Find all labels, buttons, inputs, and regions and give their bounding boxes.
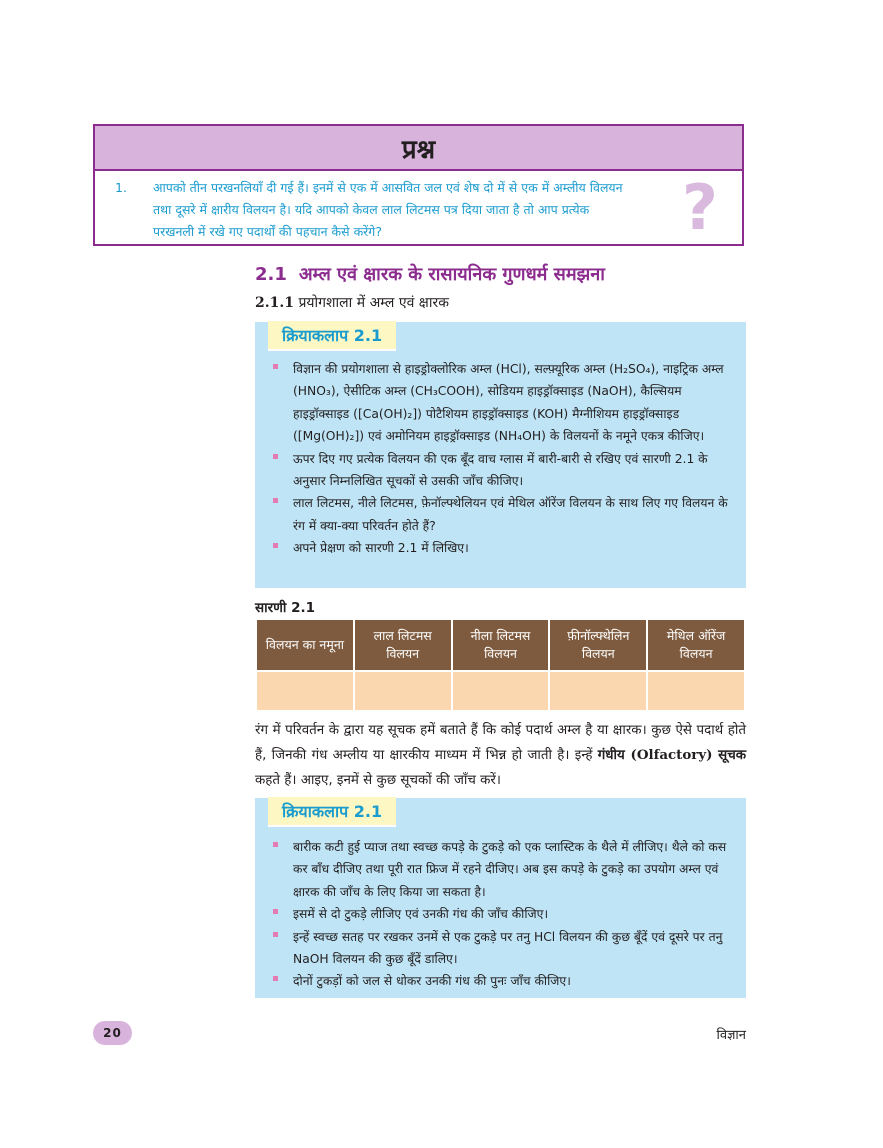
table-cell <box>549 671 647 711</box>
paragraph-text: रंग में परिवर्तन के द्वारा यह सूचक हमें बताते हैं कि कोई पदार्थ अम्ल है या क्षारक। कुछ ऐसे पदार्थ होते हैं, जिनकी गंध अम्लीय या क्षारकीय माध्यम में भिन्न हो जाती है। इन्हें <box>255 723 746 763</box>
table-header-cell: नीला लिटमस विलयन <box>452 619 550 671</box>
table-cell <box>256 671 354 711</box>
paragraph-bold-term: गंधीय (Olfactory) सूचक <box>597 747 747 763</box>
subsection-title: प्रयोगशाला में अम्ल एवं क्षारक <box>298 295 449 311</box>
activity-box-2 <box>255 798 746 998</box>
table-caption: सारणी 2.1 <box>255 600 316 616</box>
book-title: विज्ञान <box>716 1028 746 1043</box>
list-item: इसमें से दो टुकड़े लीजिए एवं उनकी गंध की जाँच कीजिए। <box>273 903 732 925</box>
list-item: लाल लिटमस, नीले लिटमस, फ़ेनॉल्फ्थेलियन एवं मेथिल ऑरेंज विलयन के साथ लिए गए विलयन के रंग में क्या-क्या परिवर्तन होते हैं? <box>273 492 732 537</box>
body-paragraph <box>255 718 746 793</box>
activity-box-1 <box>255 322 746 588</box>
page-number: 20 <box>93 1021 132 1045</box>
list-item: विज्ञान की प्रयोगशाला से हाइड्रोक्लोरिक अम्ल (HCl), सल्फ़्यूरिक अम्ल (H₂SO₄), नाइट्रिक अम्ल (HNO₃), ऐसीटिक अम्ल (CH₃COOH), सोडियम हाइड्रॉक्साइड (NaOH), कैल्सियम हाइड्रॉक्साइड ([Ca(OH)₂]) पोटैशियम हाइड्रॉक्साइड (KOH) मैग्नीशियम हाइड्रॉक्साइड ([Mg(OH)₂]) एवं अमोनियम हाइड्रॉक्साइड (NH₄OH) के विलयनों के नमूने एकत्र कीजिए। <box>273 358 732 448</box>
table-header-cell: मेथिल ऑरेंज विलयन <box>647 619 745 671</box>
list-item: बारीक कटी हुई प्याज तथा स्वच्छ कपड़े के टुकड़े को एक प्लास्टिक के थैले में लीजिए। थैले को कस कर बाँध दीजिए तथा पूरी रात फ्रिज में रहने दीजिए। अब इस कपड़े के टुकड़े का उपयोग अम्ल एवं क्षारक की जाँच के लिए किया जा सकता है। <box>273 836 732 903</box>
table-header-cell: लाल लिटमस विलयन <box>354 619 452 671</box>
list-item: दोनों टुकड़ों को जल से धोकर उनकी गंध की पुनः जाँच कीजिए। <box>273 970 732 992</box>
activity-label: क्रियाकलाप 2.1 <box>268 321 396 351</box>
table-row <box>256 671 745 711</box>
subsection-heading <box>255 293 449 312</box>
activity-label: क्रियाकलाप 2.1 <box>268 797 396 827</box>
question-box-heading: प्रश्न <box>401 134 436 165</box>
section-number: 2.1 <box>255 264 287 285</box>
question-number: 1. <box>115 180 127 195</box>
subsection-number: 2.1.1 <box>255 295 294 311</box>
activity-list <box>273 836 732 993</box>
section-title: अम्ल एवं क्षारक के रासायनिक गुणधर्म समझना <box>298 264 605 285</box>
section-heading <box>255 262 605 286</box>
question-text: आपको तीन परखनलियाँ दी गई हैं। इनमें से एक में आसवित जल एवं शेष दो में से एक में अम्लीय विलयन तथा दूसरे में क्षारीय विलयन है। यदि आपको केवल लाल लिटमस पत्र दिया जाता है तो आप प्रत्येक परखनली में रखे गए पदार्थों की पहचान कैसे करेंगे? <box>153 180 623 239</box>
table-cell <box>354 671 452 711</box>
list-item: अपने प्रेक्षण को सारणी 2.1 में लिखिए। <box>273 537 732 559</box>
question-box <box>93 124 744 246</box>
table-header-row <box>256 619 745 671</box>
table-header-cell: विलयन का नमूना <box>256 619 354 671</box>
activity-list <box>273 358 732 560</box>
paragraph-text: कहते हैं। आइए, इनमें से कुछ सूचकों की जाँच करें। <box>255 773 501 788</box>
table-cell <box>647 671 745 711</box>
question-box-header <box>95 126 742 171</box>
table-header-cell: फ़ीनॉल्फ्थेलिन विलयन <box>549 619 647 671</box>
question-box-body <box>95 171 742 243</box>
observation-table <box>255 618 746 712</box>
question-mark-icon: ? <box>682 171 718 244</box>
table-cell <box>452 671 550 711</box>
list-item: ऊपर दिए गए प्रत्येक विलयन की एक बूँद वाच ग्लास में बारी-बारी से रखिए एवं सारणी 2.1 के अनुसार निम्नलिखित सूचकों से उसकी जाँच कीजिए। <box>273 448 732 493</box>
list-item: इन्हें स्वच्छ सतह पर रखकर उनमें से एक टुकड़े पर तनु HCl विलयन की कुछ बूँदें एवं दूसरे पर तनु NaOH विलयन की कुछ बूँदें डालिए। <box>273 926 732 971</box>
